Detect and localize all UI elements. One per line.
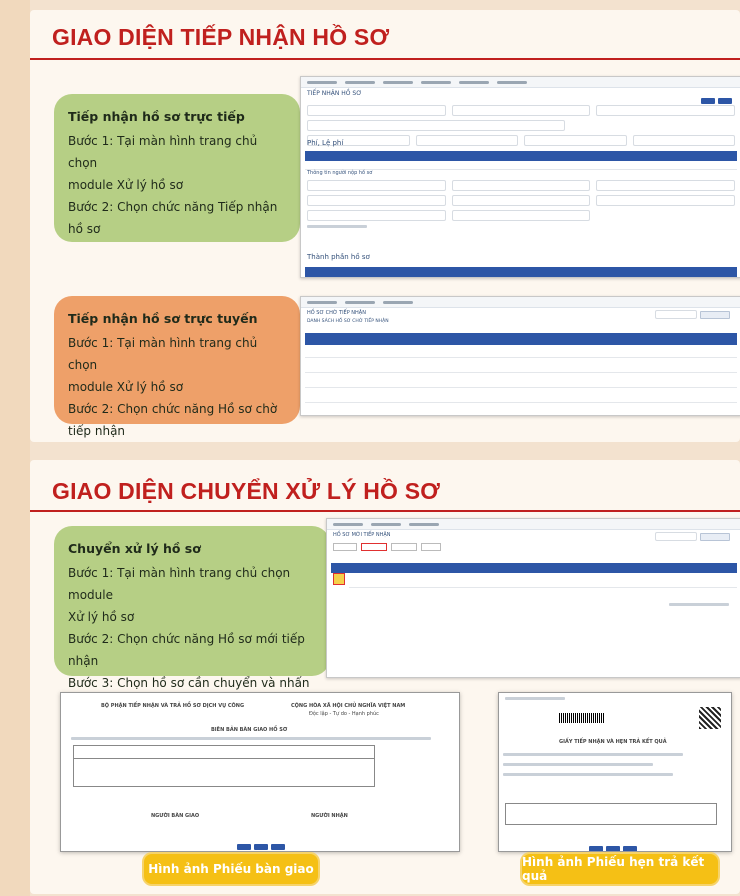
doc-org: BỘ PHẬN TIẾP NHẬN VÀ TRẢ HỒ SƠ DỊCH VỤ CÔNG (101, 703, 245, 709)
search-input[interactable] (655, 310, 697, 319)
barcode (559, 713, 605, 723)
step-1: Bước 1: Tại màn hình trang chủ chọn (68, 134, 258, 170)
step-1-cont: module Xử lý hồ sơ (68, 380, 184, 394)
pagination (669, 603, 729, 606)
components-label: Thành phần hồ sơ (307, 253, 370, 261)
app-toolbar (301, 77, 740, 88)
section-transfer (30, 460, 740, 894)
doc-motto: Độc lập - Tự do - Hạnh phúc (309, 711, 379, 717)
step-2-cont: tiếp nhận (68, 424, 126, 438)
receipt-table (505, 803, 717, 825)
doc-title: BIÊN BẢN BÀN GIAO HỒ SƠ (211, 727, 288, 733)
step-1: Bước 1: Tại màn hình trang chủ chọn (68, 336, 258, 372)
fee-label: Phí, Lệ phí (307, 139, 344, 147)
panel-title: Tiếp nhận hồ sơ trực tiếp (68, 109, 245, 124)
section-receive (30, 10, 740, 442)
step-1: Bước 1: Tại màn hình trang chủ chọn module (68, 566, 291, 602)
qr-code (699, 707, 721, 729)
receipt-actions (589, 837, 640, 852)
handover-image-button[interactable]: Hình ảnh Phiếu bàn giao (142, 852, 320, 886)
panel-title: Tiếp nhận hồ sơ trực tuyến (68, 311, 258, 326)
direct-receive-panel (54, 94, 300, 242)
transfer-button[interactable] (361, 543, 387, 551)
section-title: GIAO DIỆN CHUYỂN XỬ LÝ HỒ SƠ (52, 478, 441, 504)
doc-table (73, 745, 375, 787)
list-subheader: DANH SÁCH HỒ SƠ CHỜ TIẾP NHẬN (307, 319, 389, 324)
list-header: HỒ SƠ MỚI TIẾP NHẬN (333, 532, 391, 538)
receipt-document (498, 692, 732, 852)
appointment-image-button[interactable]: Hình ảnh Phiếu hẹn trả kết quả (520, 852, 720, 886)
search-button[interactable] (700, 311, 730, 319)
receipt-title: GIẤY TIẾP NHẬN VÀ HẸN TRẢ KẾT QUẢ (559, 739, 667, 745)
step-2-cont: hồ sơ (68, 222, 101, 236)
waiting-list-screenshot (300, 296, 740, 416)
step-2: Bước 2: Chọn chức năng Tiếp nhận (68, 200, 278, 214)
handover-document (60, 692, 460, 852)
transfer-panel (54, 526, 330, 690)
section-title: GIAO DIỆN TIẾP NHẬN HỒ SƠ (52, 24, 390, 50)
online-receive-panel (54, 296, 300, 438)
doc-nation: CỘNG HÒA XÃ HỘI CHỦ NGHĨA VIỆT NAM (291, 703, 406, 709)
step-1-cont: module Xử lý hồ sơ (68, 178, 184, 192)
background-stripe (0, 0, 30, 896)
step-1-cont: Xử lý hồ sơ (68, 610, 135, 624)
applicant-label: Thông tin người nộp hồ sơ (307, 170, 373, 176)
form-header: TIẾP NHẬN HỒ SƠ (307, 90, 362, 97)
search-button[interactable] (700, 533, 730, 541)
title-underline (30, 58, 740, 60)
step-2: Bước 2: Chọn chức năng Hồ sơ mới tiếp nhận (68, 632, 305, 668)
list-header: HỒ SƠ CHỜ TIẾP NHẬN (307, 310, 366, 316)
receive-form-screenshot (300, 76, 740, 278)
list-actions (333, 543, 441, 551)
step-3: Bước 3: Chọn hồ sơ cần chuyển và nhấn (68, 676, 310, 690)
new-received-screenshot (326, 518, 740, 678)
doc-actions (237, 835, 288, 852)
step-2: Bước 2: Chọn chức năng Hồ sơ chờ (68, 402, 278, 416)
panel-title: Chuyển xử lý hồ sơ (68, 541, 201, 556)
app-toolbar (301, 297, 740, 308)
doc-receiver: NGƯỜI NHẬN (311, 813, 348, 819)
row-checkbox[interactable] (333, 573, 345, 585)
title-underline (30, 510, 740, 512)
fee-table-header (305, 151, 737, 161)
components-table-header (305, 267, 737, 277)
doc-giver: NGƯỜI BÀN GIAO (151, 813, 200, 819)
app-toolbar (327, 519, 740, 530)
search-input[interactable] (655, 532, 697, 541)
